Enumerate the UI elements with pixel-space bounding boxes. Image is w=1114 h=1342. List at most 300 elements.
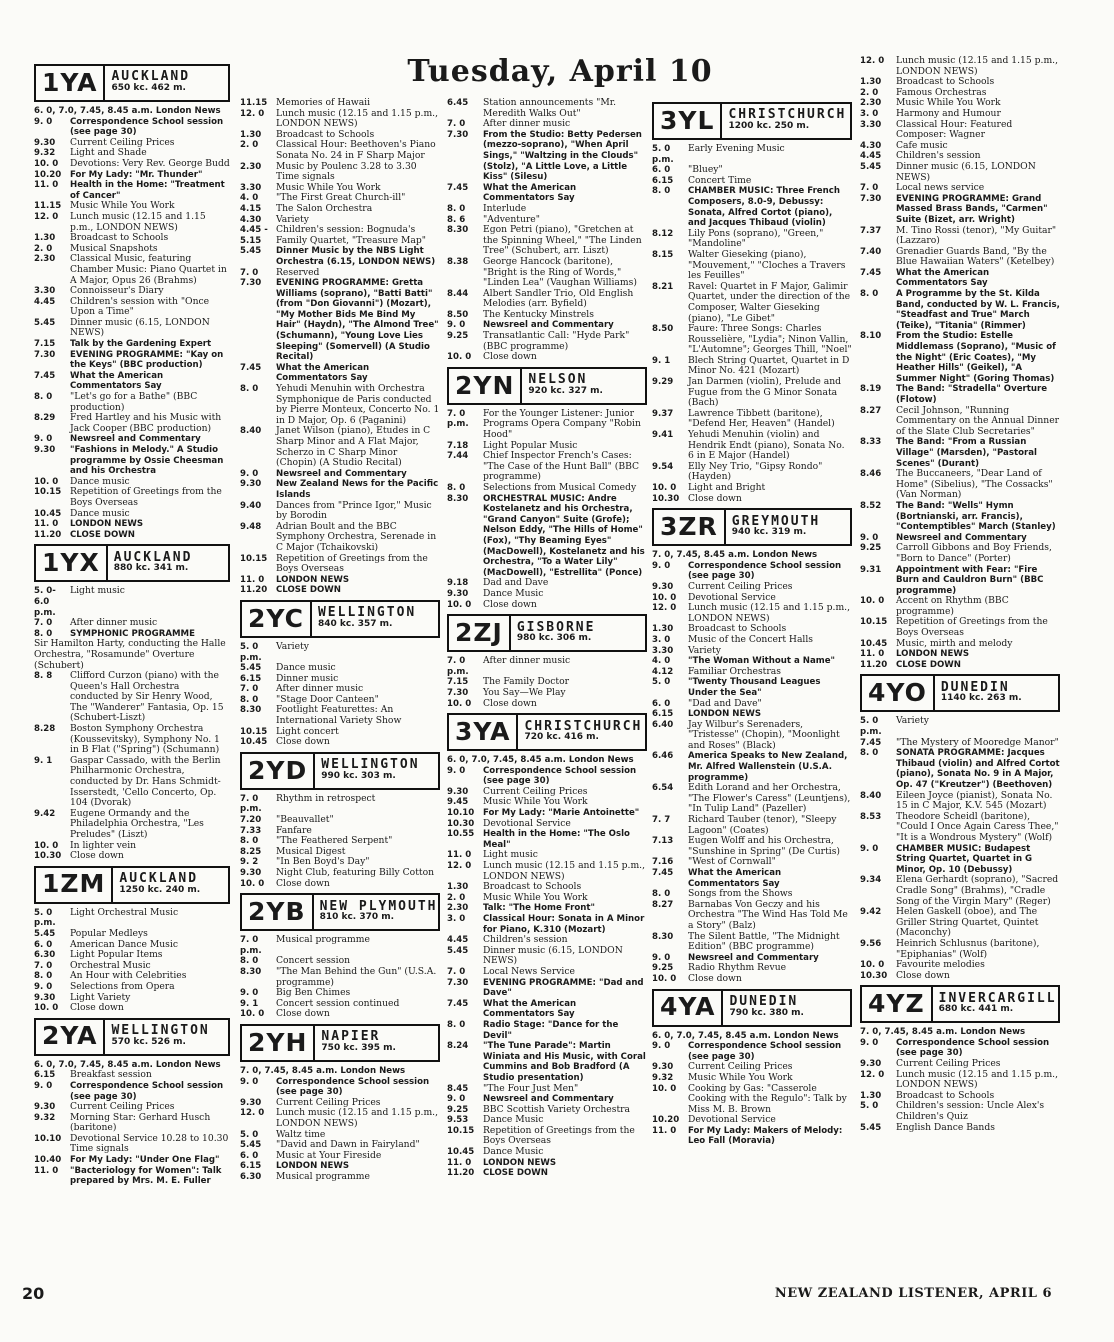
entry-time: 8.52 (860, 500, 882, 511)
entry-time: 6.40 (652, 719, 674, 730)
schedule-entry (447, 978, 647, 999)
schedule-entry (34, 618, 230, 629)
entry-time: 1.30 (652, 624, 674, 635)
entry-time: 11.20 (34, 529, 62, 540)
entry-time: 11. 0 (860, 649, 885, 660)
schedule-entry (240, 554, 440, 575)
entry-programme: "Dad and Dave" (688, 697, 762, 709)
entry-time: 11.15 (34, 201, 62, 212)
entry-time: 7. 0 (240, 684, 259, 695)
entry-programme: 6. 0, 7.0, 7.45, 8.45 a.m. London News (34, 1059, 221, 1070)
schedule-entry (34, 1166, 230, 1187)
entry-time: 12. 0 (860, 1069, 885, 1080)
entry-programme: EVENING PROGRAMME: Grand Massed Brass Bands, "Carmen" Suite (Bizet, arr. Wright) (896, 193, 1048, 225)
entry-programme: Ravel: Quartet in F Major, Galimir Quartet, under the direction of the Composer, Walter Gieseking (piano), "Le Gibet" (688, 280, 851, 324)
entry-time: 2.30 (447, 903, 469, 914)
schedule-entry (240, 522, 440, 554)
station-callsign: 2YA (36, 1020, 105, 1054)
entry-programme: Jan Darmen (violin), Prelude and Fugue from the G Minor Sonata (Bach) (688, 376, 842, 409)
entry-programme: Cooking by Gas: "Casserole Cooking with the Regulo": Talk by Miss M. B. Brown (688, 1082, 847, 1115)
entry-programme: "The Man Behind the Gun" (U.S.A. programme) (276, 965, 437, 988)
entry-programme: Transatlantic Call: "Hyde Park" (BBC programme) (483, 330, 630, 352)
entry-time: 10.20 (652, 1115, 680, 1126)
entry-programme: Appointment with Fear: "Fire Burn and Cauldron Burn" (BBC programme) (896, 564, 1044, 596)
entry-programme: Dinner Music by the NBS Light Orchestra (6.15, LONDON NEWS) (276, 246, 436, 267)
schedule-entry (34, 392, 230, 413)
entry-time: 9.30 (860, 1059, 882, 1070)
entry-programme: An Hour with Celebrities (70, 970, 187, 982)
schedule-entry (652, 324, 852, 356)
schedule-entry (240, 727, 440, 738)
entry-programme: Light concert (276, 725, 339, 737)
entry-time: 10. 0 (652, 1083, 677, 1094)
station-callsign: 2YB (242, 895, 314, 929)
entry-time: 7. 0 p.m. (447, 656, 469, 677)
entry-time: 10.55 (447, 829, 475, 840)
entry-time: 12. 0 (860, 56, 885, 66)
schedule-entry (652, 1041, 852, 1062)
station-info (105, 66, 190, 100)
entry-time: 10. 0 (34, 1003, 59, 1014)
entry-time: 8. 0 (240, 694, 259, 705)
schedule-entry (34, 851, 230, 862)
entry-time: 9.30 (652, 1062, 674, 1073)
entry-programme: Yehudi Menuhin (violin) and Hendrik Endt (piano), Sonata No. 6 in E Major (Handel) (688, 429, 845, 462)
schedule-entry (652, 1031, 852, 1042)
schedule-entry (34, 530, 230, 541)
entry-programme: "Beauvallet" (276, 814, 334, 826)
entry-time: 10.15 (240, 553, 268, 564)
entry-time: 7.45 (240, 362, 262, 373)
entry-time: 9. 0 (240, 988, 259, 999)
schedule-entry (240, 879, 440, 890)
schedule-entry (34, 993, 230, 1004)
entry-time: 8.40 (860, 790, 882, 801)
entry-time: 7.37 (860, 225, 882, 236)
entry-programme: American Dance Music (70, 938, 178, 950)
schedule-entry (240, 246, 440, 267)
entry-programme: Current Ceiling Prices (688, 580, 793, 592)
entry-programme: Dance Music (483, 1114, 544, 1126)
station-info (315, 754, 419, 788)
entry-programme: Popular Medleys (70, 927, 148, 939)
entry-time: 5. 0 (652, 677, 671, 688)
schedule-entry (240, 935, 440, 956)
entry-time: 5. 0 p.m. (860, 716, 882, 738)
entry-time: 6.15 (652, 175, 674, 186)
entry-time: 6. 0 (34, 939, 53, 950)
entry-programme: Close down (688, 972, 742, 984)
entry-time: 8. 0 (240, 384, 259, 395)
entry-programme: For My Lady: "Under One Flag" (70, 1155, 220, 1166)
entry-time: 7.33 (240, 825, 262, 836)
entry-programme: Close down (70, 1002, 124, 1014)
page-title: Tuesday, April 10 (407, 54, 713, 89)
entry-programme: CLOSE DOWN (70, 529, 135, 540)
entry-programme: M. Tino Rossi (tenor), "My Guitar" (Lazzaro) (896, 224, 1057, 247)
station-frequency: 840 kc. 357 m. (317, 618, 393, 629)
entry-programme: EVENING PROGRAMME: "Dad and Dave" (483, 977, 644, 999)
entry-programme: Dinner music (276, 672, 339, 684)
schedule-entry (652, 677, 852, 698)
entry-time: 7.45 (34, 370, 56, 381)
schedule-entry (860, 617, 1060, 638)
entry-time: 6. 0 (240, 1150, 259, 1161)
schedule-entry (240, 140, 440, 161)
station-header (860, 674, 1060, 712)
entry-time: 7. 7 (652, 815, 671, 826)
entry-programme: For the Younger Listener: Junior Programs Opera Company "Robin Hood" (483, 407, 641, 441)
schedule-entry (652, 430, 852, 462)
entry-programme: "Let's go for a Bathe" (BBC production) (70, 391, 198, 413)
schedule-entry (240, 868, 440, 879)
entry-programme: New Zealand News for the Pacific Islands (276, 479, 439, 500)
entry-time: 9.34 (860, 875, 882, 886)
entry-programme: Theodore Scheidl (baritone), "Could I Once Again Caress Thee," "It is a Wondrous Mystery" (Wolf) (896, 810, 1059, 843)
station-frequency: 680 kc. 441 m. (938, 1004, 1014, 1015)
page-number: 20 (22, 1284, 45, 1303)
schedule-entry (34, 297, 230, 318)
station-frequency: 1200 kc. 250 m. (728, 121, 810, 131)
entry-programme: For My Lady: Makers of Melody: Leo Fall (Moravia) (688, 1125, 843, 1147)
station-header (652, 508, 852, 546)
schedule-entry (860, 971, 1060, 982)
entry-programme: What the American Commentators Say (483, 998, 577, 1020)
entry-time: 6.46 (652, 751, 674, 762)
entry-programme: Selections from Musical Comedy (483, 482, 637, 493)
entry-programme: CLOSE DOWN (483, 1168, 548, 1179)
entry-time: 12. 0 (240, 1108, 265, 1119)
entry-programme: Local News Service (483, 965, 575, 977)
schedule-entry (860, 194, 1060, 226)
schedule-entry (240, 162, 440, 183)
entry-time: 10.15 (860, 617, 888, 628)
entry-time: 2. 0 (240, 140, 259, 151)
schedule-entry (860, 268, 1060, 289)
station-callsign: 3YA (449, 715, 518, 749)
entry-time: 11. 0 (34, 180, 59, 191)
station-info (723, 991, 804, 1025)
entry-time: 9.32 (34, 1112, 56, 1123)
column-1 (34, 60, 230, 1187)
station-city: WELLINGTON (111, 1023, 210, 1039)
entry-programme: LONDON NEWS (276, 1161, 350, 1172)
entry-time: 9.45 (447, 797, 469, 808)
entry-programme: Newsreel and Commentary (70, 434, 201, 445)
schedule-entry (447, 829, 647, 850)
entry-time: 5. 0 p.m. (240, 641, 262, 663)
entry-time: 9.25 (860, 543, 882, 554)
schedule-entry (34, 809, 230, 841)
schedule-entry (447, 688, 647, 699)
entry-time: 9.25 (652, 963, 674, 974)
schedule-entry (652, 144, 852, 165)
schedule-entry (652, 282, 852, 324)
entry-time: 7.30 (447, 687, 469, 698)
entry-time: 5.45 (240, 246, 262, 257)
entry-time: 7.15 (447, 677, 469, 688)
schedule-entry (240, 1151, 440, 1162)
entry-time: 7.40 (860, 246, 882, 257)
entry-programme: Orchestral Music (70, 959, 151, 971)
entry-time: 7.30 (34, 349, 56, 360)
entry-programme: CLOSE DOWN (896, 659, 961, 670)
entry-programme: Famous Orchestras (896, 86, 987, 98)
entry-time: 9.25 (447, 331, 469, 342)
station-callsign: 2ZJ (449, 616, 511, 650)
entry-programme: Clifford Curzon (piano) with the Queen's Hall Orchestra conducted by Sir Henry Wood, The "Wanderer" Fantasia, Op. 15 (Schubert-Liszt) (70, 670, 224, 724)
entry-time: 9. 0 (652, 952, 671, 963)
entry-programme: Edith Lorand and her Orchestra, "The Flower's Caress" (Leuntjens), "In Tulip Land" (Pazeller) (688, 782, 851, 815)
entry-time: 10.30 (652, 493, 680, 504)
entry-programme: Dance music (70, 475, 130, 487)
schedule-entry (652, 815, 852, 836)
entry-programme: Songs from the Shows (688, 888, 793, 900)
entry-time: 9.41 (652, 430, 674, 441)
station-city: AUCKLAND (113, 549, 193, 565)
entry-time: 10.15 (240, 726, 268, 737)
entry-programme: In lighter vein (70, 839, 137, 851)
entry-programme: The Buccaneers, "Dear Land of Home" (Sibelius), "The Cossacks" (Van Norman) (896, 468, 1053, 501)
schedule-entry (652, 176, 852, 187)
schedule-entry (447, 656, 647, 677)
column-4 (652, 98, 852, 1147)
schedule-entry (860, 120, 1060, 141)
entry-programme: LONDON NEWS (70, 519, 144, 530)
entry-programme: The Band: "Stradella" Overture (Flotow) (896, 384, 1048, 405)
entry-time: 7.15 (34, 339, 56, 350)
entry-programme: LONDON NEWS (896, 649, 970, 660)
entry-programme: Current Ceiling Prices (896, 1058, 1001, 1070)
schedule-entry (860, 501, 1060, 533)
entry-programme: What the American Commentators Say (896, 267, 990, 289)
entry-programme: Repetition of Greetings from the Boys Overseas (70, 486, 222, 508)
entry-time: 9. 0 (34, 981, 53, 992)
entry-programme: Concert session (276, 955, 351, 967)
entry-time: 4.45 (447, 935, 469, 946)
entry-time: 7.30 (860, 193, 882, 204)
station-info (511, 616, 596, 650)
station-callsign: 4YO (862, 676, 935, 710)
entry-programme: Walter Gieseking (piano), "Mouvement," "Cloches a Travers les Feuilles" (688, 248, 846, 282)
schedule-entry (860, 56, 1060, 77)
entry-programme: Footlight Featurettes: An International Variety Show (276, 704, 402, 727)
entry-time: 3.30 (652, 645, 674, 656)
entry-time: 5.45 (240, 1140, 262, 1151)
entry-time: 8. 0 (447, 483, 466, 493)
schedule-entry (447, 1105, 647, 1116)
entry-programme: Lunch music (12.15 and 1.15 p.m., LONDON NEWS) (483, 860, 646, 882)
schedule-entry (34, 339, 230, 350)
entry-time: 7. 0 p.m. (240, 935, 262, 956)
entry-time: 7. 0 p.m. (240, 793, 262, 815)
entry-time: 4. 0 (652, 656, 671, 667)
station-city: NELSON (528, 372, 588, 388)
entry-programme: "Bacteriology for Women": Talk prepared by Mrs. M. E. Fuller (70, 1165, 222, 1187)
entry-programme: Music, mirth and melody (896, 637, 1013, 649)
entry-time: 8.33 (860, 437, 882, 448)
station-info (315, 1026, 396, 1060)
schedule-entry (652, 462, 852, 483)
schedule-entry (652, 550, 852, 561)
entry-time: 8.38 (447, 256, 469, 267)
entry-programme: Barnabas Von Geczy and his Orchestra "The Wind Has Told Me a Story" (Balz) (688, 898, 848, 931)
entry-programme: Lunch music (12.15 and 1.15 p.m., LONDON NEWS) (276, 1107, 439, 1129)
schedule-entry (652, 483, 852, 494)
entry-programme: "West of Cornwall" (688, 856, 776, 868)
schedule-entry (652, 377, 852, 409)
entry-programme: Devotional Service (483, 817, 571, 829)
station-header (447, 713, 647, 751)
entry-programme: What the American Commentators Say (688, 868, 782, 889)
entry-programme: Music While You Work (276, 181, 381, 193)
schedule-entry (860, 812, 1060, 844)
schedule-entry (34, 106, 230, 117)
entry-programme: Rhythm in retrospect (276, 792, 376, 804)
entry-time: 12. 0 (240, 108, 265, 119)
station-city: GREYMOUTH (731, 513, 821, 529)
schedule-entry (860, 226, 1060, 247)
entry-time: 6.45 (447, 98, 469, 108)
entry-programme: 7. 0, 7.45, 8.45 a.m. London News (860, 1027, 1026, 1038)
entry-programme: Newsreel and Commentary (483, 320, 614, 331)
entry-programme: Close down (276, 1008, 330, 1020)
station-frequency: 880 kc. 341 m. (113, 563, 189, 574)
entry-programme: "David and Dawn in Fairyland" (276, 1139, 420, 1151)
schedule-entry (860, 939, 1060, 960)
entry-programme: "In Ben Boyd's Day" (276, 856, 370, 868)
entry-time: 4.15 (240, 203, 262, 214)
schedule-entry (240, 705, 440, 726)
entry-time: 7. 0 (447, 966, 466, 977)
entry-programme: Light music (70, 585, 125, 597)
entry-time: 8.53 (860, 811, 882, 822)
schedule-entry (652, 857, 852, 868)
entry-programme: Light and Bright (688, 482, 766, 493)
entry-programme: Dance Music (483, 587, 544, 599)
entry-programme: Big Ben Chimes (276, 987, 351, 999)
entry-time: 9.30 (34, 992, 56, 1003)
entry-programme: After dinner music (276, 683, 364, 695)
station-header (34, 64, 230, 102)
schedule-entry (447, 331, 647, 352)
entry-time: 7.45 (860, 267, 882, 278)
entry-time: 9.25 (447, 1104, 469, 1115)
entry-programme: ORCHESTRAL MUSIC: Andre Kostelanetz and his Orchestra, "Grand Canyon" Suite (Grofe); Nelson Eddy, "The Hills of Home" (Fox), "Thy Beaming Eyes" (MacDowell), Kostelanetz and his Orchestra, "To a Water Lily" (MacDowell), "Estrellita" (Ponce) (483, 493, 645, 578)
schedule-entry (652, 229, 852, 250)
station-header (34, 1018, 230, 1056)
entry-programme: Repetition of Greetings from the Boys Overseas (896, 616, 1048, 639)
entry-programme: Musical programme (276, 1170, 370, 1182)
entry-programme: CHAMBER MUSIC: Three French Composers, 8.0-9, Debussy: Sonata, Alfred Cortot (piano), and Jacques Thibaud (violin) (688, 186, 840, 229)
entry-programme: What the American Commentators Say (276, 362, 370, 384)
entry-time: 5. 0 p.m. (652, 144, 674, 165)
schedule-entry (240, 268, 440, 279)
schedule-entry (860, 649, 1060, 660)
schedule-entry (447, 967, 647, 978)
entry-time: 10. 0 (652, 483, 677, 493)
entry-time: 3.30 (860, 119, 882, 130)
schedule-entry (240, 999, 440, 1010)
entry-programme: LONDON NEWS (483, 1157, 557, 1168)
schedule-entry (652, 974, 852, 985)
entry-programme: Close down (896, 969, 950, 981)
entry-programme: Gaspar Cassado, with the Berlin Philharmonic Orchestra, conducted by Dr. Hans Schmidt-Isserstedt, 'Cello Concerto, Op. 104 (Dvorak) (70, 754, 221, 809)
entry-programme: Music While You Work (483, 891, 588, 903)
entry-programme: The Band: "From a Russian Village" (Marsden), "Pastoral Scenes" (Durant) (896, 437, 1037, 469)
entry-programme: Radio Rhythm Revue (688, 962, 787, 974)
entry-time: 10. 0 (34, 476, 59, 487)
station-info (518, 715, 642, 749)
schedule-entry (652, 1084, 852, 1116)
station-info (105, 1020, 209, 1054)
schedule-entry (34, 1003, 230, 1014)
entry-programme: LONDON NEWS (276, 574, 350, 585)
entry-time: 10.15 (447, 1125, 475, 1136)
entry-time: 11.20 (447, 1168, 475, 1179)
schedule-entry (240, 642, 440, 663)
entry-programme: EVENING PROGRAMME: Gretta Williams (soprano), "Batti Batti" (from "Don Giovanni") (Mozart), "My Mother Bids Me Bind My Hair" (Haydn), "The Almond Tree" (Schumann), "Young Love Lies Sleeping" (Somervell) (A Studio Recital) (276, 278, 439, 363)
entry-time: 9.30 (652, 581, 674, 592)
schedule-entry (860, 543, 1060, 564)
entry-time: 8. 8 (34, 671, 53, 682)
entry-time: 7. 0 (447, 119, 466, 130)
entry-time: 5. 0 (860, 1101, 879, 1112)
entry-time: 6. 0 (652, 698, 671, 709)
entry-programme: Dance music (70, 507, 130, 519)
entry-programme: Correspondence School session (see page 30) (483, 765, 637, 787)
schedule-entry (240, 815, 440, 826)
schedule-entry (860, 289, 1060, 331)
entry-time: 9.30 (34, 445, 56, 455)
entry-time: 11. 0 (34, 1165, 59, 1176)
entry-time: 6.15 (34, 1070, 56, 1081)
station-city: DUNEDIN (729, 993, 799, 1009)
entry-time: 8. 0 (34, 628, 53, 639)
schedule-entry (34, 254, 230, 286)
entry-programme: Music at Your Fireside (276, 1149, 382, 1161)
schedule-entry (652, 409, 852, 430)
entry-time: 10. 0 (447, 698, 472, 709)
entry-programme: Dance music (276, 662, 336, 674)
station-header (652, 102, 852, 140)
schedule-entry (447, 1041, 647, 1083)
station-city: CHRISTCHURCH (728, 107, 847, 123)
entry-programme: LONDON NEWS (688, 709, 762, 720)
entry-time: 11. 0 (34, 519, 59, 530)
schedule-entry (860, 844, 1060, 876)
entry-time: 10. 0 (860, 960, 885, 971)
entry-programme: Early Evening Music (688, 143, 785, 154)
entry-programme: Memories of Hawaii (276, 97, 371, 108)
entry-programme: Elena Gerhardt (soprano), "Sacred Cradle Song" (Brahms), "Cradle Song of the Virgin Mary" (Reger) (896, 874, 1059, 907)
schedule-entry (34, 639, 230, 671)
station-frequency: 990 kc. 303 m. (321, 770, 396, 781)
entry-time: 9. 0 (652, 1041, 671, 1052)
entry-programme: Variety (688, 644, 721, 656)
entry-time: 10.45 (447, 1147, 475, 1158)
entry-time: 7.30 (447, 129, 469, 140)
schedule-entry (34, 487, 230, 508)
entry-time: 8.27 (860, 405, 882, 416)
entry-programme: "Twenty Thousand Leagues Under the Sea" (688, 677, 821, 698)
entry-programme: For My Lady: "Marie Antoinette" (483, 808, 640, 819)
entry-time: 6. 0 (652, 165, 671, 176)
schedule-entry (240, 98, 440, 109)
schedule-entry (240, 1077, 440, 1098)
entry-time: 8.19 (860, 384, 882, 395)
entry-programme: Close down (483, 697, 537, 709)
